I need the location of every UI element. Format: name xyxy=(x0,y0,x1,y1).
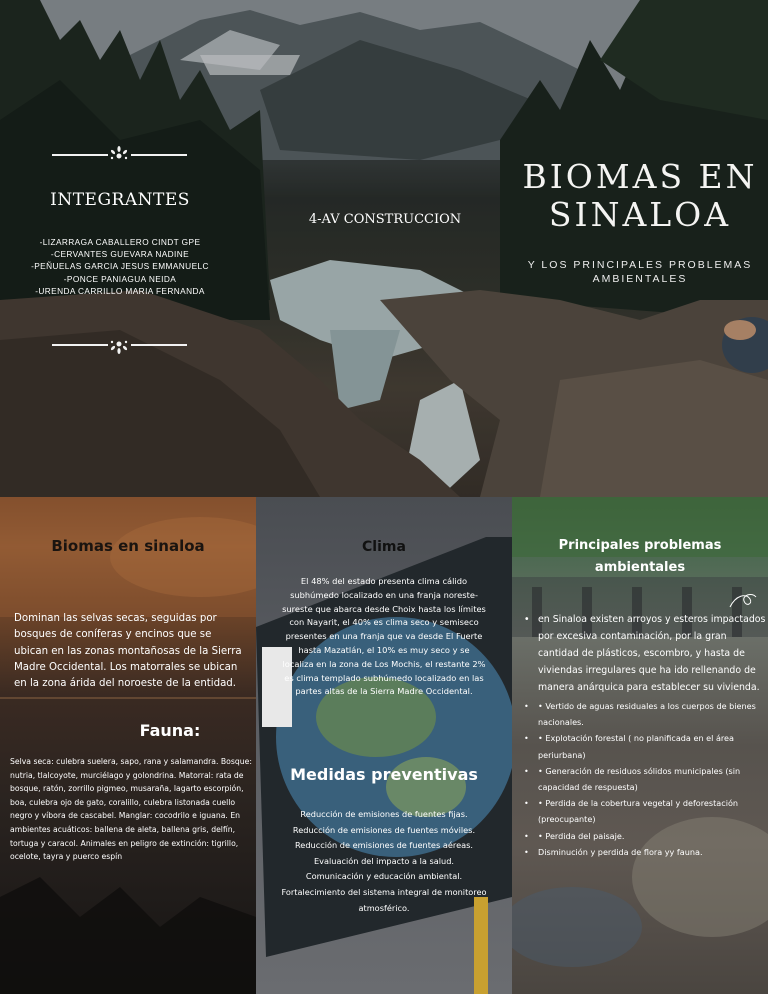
bullet-icon: • xyxy=(524,830,529,841)
list-item xyxy=(524,611,766,696)
list-item xyxy=(524,795,766,827)
list-item-text: en Sinaloa existen arroyos y esteros impactados por excesiva contaminación, por la gran cantidad de plásticos, escombro, y hasta de viviendas irregulares que ha ido rellenando de manera anárquica para establecer su vivienda. xyxy=(538,614,766,693)
group-label: 4-AV CONSTRUCCION xyxy=(308,212,462,227)
list-item: Fortalecimiento del sistema integral de monitoreo atmosférico. xyxy=(281,886,487,913)
list-item xyxy=(524,763,766,795)
list-item-text: • Perdida del paisaje. xyxy=(538,830,625,841)
ornament-divider-bottom xyxy=(52,334,187,356)
biomas-panel xyxy=(0,497,256,994)
problemas-heading xyxy=(532,535,748,579)
list-item-text: • Vertido de aguas residuales a los cuerpos de bienes nacionales. xyxy=(538,701,756,728)
members-heading: INTEGRANTES xyxy=(50,190,190,210)
bullet-icon: • xyxy=(524,614,530,625)
bullet-icon: • xyxy=(524,846,529,857)
clima-panel xyxy=(256,497,512,994)
bullet-icon: • xyxy=(524,765,529,776)
medidas-list xyxy=(266,807,502,916)
problemas-panel xyxy=(512,497,768,994)
flower-ornament-icon xyxy=(108,334,130,356)
members-list xyxy=(20,236,220,297)
list-item: Reducción de emisiones de fuentes aéreas. xyxy=(294,840,473,851)
list-item: Reducción de emisiones de fuentes móviles. xyxy=(292,824,476,835)
member-name: -PONCE PANIAGUA NEIDA xyxy=(63,273,177,284)
member-name: -URENDA CARRILLO MARIA FERNANDA xyxy=(35,285,205,296)
member-name: -CERVANTES GUEVARA NADINE xyxy=(50,249,190,260)
member-name: -LIZARRAGA CABALLERO CINDT GPE xyxy=(39,237,201,247)
flower-ornament-icon xyxy=(108,144,130,166)
title-line: BIOMAS EN xyxy=(522,157,758,196)
fauna-text: Selva seca: culebra suelera, sapo, rana y salamandra. Bosque: nutria, tlalcoyote, murciélago y golondrina. Matorral: rata de bosque, ratón, zorrillo pigmeo, musaraña, lagarto escorpión, boa, culebra ojo de gato, coralillo, culebra listonada cuello negro y víbora de cascabel. Manglar: cocodrilo e iguana. En ambientes acuáticos: ballena de aleta, ballena gris, delfín, tortuga y caracol. Animales en peligro de extinción: tigrillo, ocelote, tayra y puerco espín xyxy=(10,757,252,862)
list-item xyxy=(524,844,766,860)
sunset-sea-image xyxy=(0,497,256,994)
page-subtitle: Y LOS PRINCIPALES PROBLEMAS AMBIENTALES xyxy=(527,259,753,285)
list-item xyxy=(524,730,766,762)
protest-sign-image xyxy=(256,497,512,994)
list-item-text: • Generación de residuos sólidos municipales (sin capacidad de respuesta) xyxy=(538,765,741,793)
medidas-heading: Medidas preventivas xyxy=(290,765,478,784)
clima-heading: Clima xyxy=(362,539,406,555)
biomas-intro: Dominan las selvas secas, seguidas por bosques de coníferas y encinos que se ubican en las zonas montañosas de la Sierra Madre Occidental. Los matorrales se ubican en la zona árida del noroeste de la entidad. xyxy=(14,613,242,690)
heading-line: ambientales xyxy=(594,560,686,575)
biomas-heading: Biomas en sinaloa xyxy=(51,537,205,555)
swirl-doodle-icon xyxy=(728,589,758,611)
ornament-divider-top xyxy=(52,144,187,166)
list-item-text: Disminución y perdida de flora yy fauna. xyxy=(538,846,703,857)
heading-line: Principales problemas xyxy=(558,538,722,553)
bullet-icon: • xyxy=(524,798,529,809)
title-line: SINALOA xyxy=(548,195,732,234)
page-title xyxy=(520,158,760,234)
bullet-icon: • xyxy=(524,701,529,711)
fauna-heading: Fauna: xyxy=(139,721,201,740)
list-item-text: • Explotación forestal ( no planificada en el área periurbana) xyxy=(538,733,734,760)
clima-text: El 48% del estado presenta clima cálido subhúmedo localizado en una franja noreste-sureste que abarca desde Choix hasta los límites con Nayarit, el 40% es clima seco y semiseco presentes en una franja que va desde El Fuerte hasta Mazatlán, el 10% es muy seco y se localiza en la zona de Los Mochis, el restante 2% es clima templado subhúmedo localizado en las partes altas de la Sierra Madre Occidental. xyxy=(282,576,486,697)
bullet-icon: • xyxy=(524,733,529,744)
list-item: Reducción de emisiones de fuentes fijas. xyxy=(300,809,468,819)
list-item: Evaluación del impacto a la salud. xyxy=(313,855,455,866)
list-item xyxy=(524,698,766,730)
list-item-text: • Perdida de la cobertura vegetal y deforestación (preocupante) xyxy=(538,798,739,825)
list-item: Comunicación y educación ambiental. xyxy=(305,871,463,882)
member-name: -PEÑUELAS GARCIA JESUS EMMANUELC xyxy=(31,261,209,272)
list-item xyxy=(524,828,766,844)
problemas-list xyxy=(524,611,766,860)
